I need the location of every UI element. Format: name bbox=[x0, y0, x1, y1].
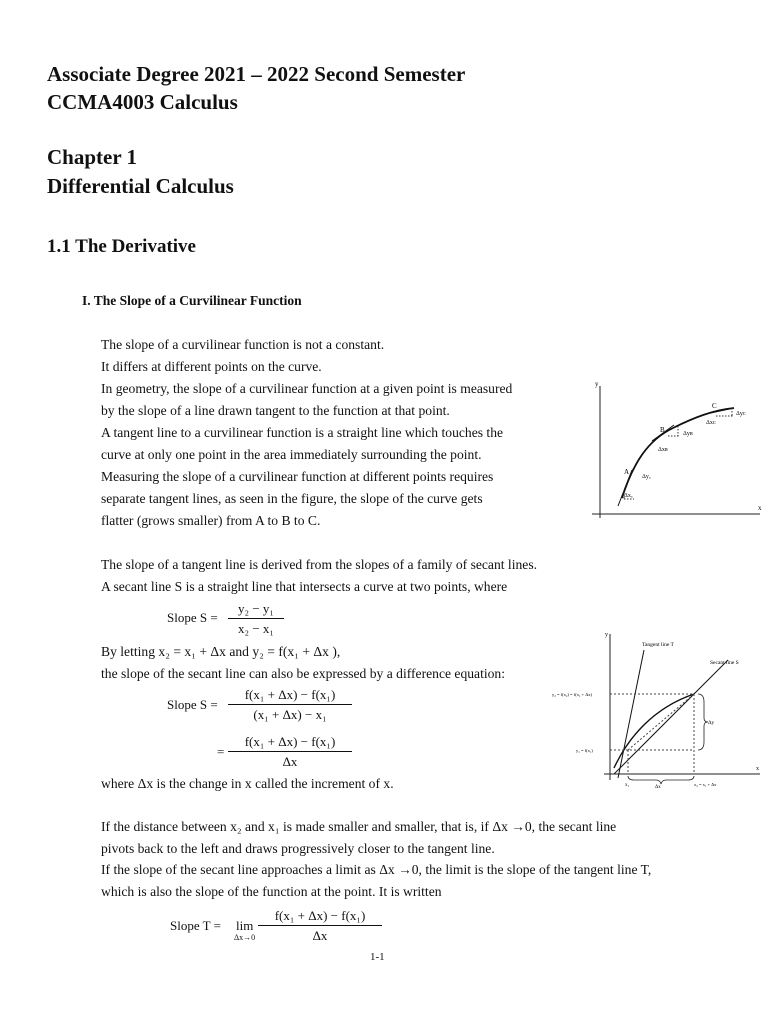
subsection-title: I. The Slope of a Curvilinear Function bbox=[82, 293, 302, 308]
fig1-dy-b: Δyʙ bbox=[683, 431, 693, 437]
difference-line: the slope of the secant line can also be expressed by a difference equation: bbox=[101, 666, 506, 681]
fig1-y-label: y bbox=[595, 380, 599, 388]
eq2-denominator: (x₁ + Δx) − x₁ bbox=[253, 707, 327, 722]
course-header-line1: Associate Degree 2021 – 2022 Second Semester bbox=[47, 62, 466, 86]
para1-line2: It differs at different points on the curve. bbox=[101, 359, 322, 374]
course-header-line2: CCMA4003 Calculus bbox=[47, 90, 238, 114]
fig1-x-label: x bbox=[758, 504, 762, 512]
eq2-numerator: f(x₁ + Δx) − f(x₁) bbox=[244, 687, 336, 702]
fig2-secant-dashed bbox=[628, 694, 694, 750]
eq2-lhs: Slope S = bbox=[167, 697, 218, 712]
where-line: where Δx is the change in x called the increment of x. bbox=[101, 776, 394, 791]
fig2-curve bbox=[614, 694, 694, 768]
eq2-equals: = bbox=[217, 744, 225, 759]
fig1-point-c: C bbox=[712, 402, 717, 410]
fig2-x1-label: x₁ bbox=[625, 783, 630, 788]
eq3-lim: lim bbox=[236, 918, 254, 933]
fig2-x2-label: x₂ = x₁ + Δx bbox=[694, 782, 717, 787]
fig2-y1-label: y₁ = f(x₁) bbox=[576, 748, 593, 753]
eq3-lhs: Slope T = bbox=[170, 918, 221, 933]
eq1-numerator: y₂ − y₁ bbox=[238, 601, 274, 616]
eq2-fraction2 bbox=[228, 734, 352, 770]
para3-line3: If the slope of the secant line approaches a limit as Δx →0, the limit is the slope of the tangent line T, bbox=[101, 862, 652, 877]
eq3-fraction bbox=[258, 908, 382, 944]
fig2-tangent-label: Tangent line T bbox=[642, 642, 674, 648]
fig1-dx-b: Δxʙ bbox=[658, 447, 668, 453]
para3-line1: If the distance between x₂ and x₁ is made smaller and smaller, that is, if Δx →0, the secant line bbox=[101, 819, 617, 834]
para1-line4: by the slope of a line drawn tangent to the function at that point. bbox=[101, 403, 450, 418]
fig2-tangent-line bbox=[618, 650, 644, 778]
fig1-dx-c: Δxᴄ bbox=[706, 420, 716, 426]
fig2-secant-line bbox=[614, 660, 728, 774]
section-title: 1.1 The Derivative bbox=[47, 236, 196, 257]
eq3-denominator: Δx bbox=[312, 928, 328, 943]
secant-tangent-figure bbox=[548, 628, 762, 790]
para1-line3: In geometry, the slope of a curvilinear function at a given point is measured bbox=[101, 381, 513, 396]
para3-line4: which is also the slope of the function at the point. It is written bbox=[101, 884, 442, 899]
page-number: 1-1 bbox=[370, 951, 385, 963]
para1-line5: A tangent line to a curvilinear function is a straight line which touches the bbox=[101, 425, 504, 440]
eq2-fraction bbox=[228, 687, 352, 723]
fig2-y-label: y bbox=[605, 632, 608, 638]
letting-line: By letting x₂ = x₁ + Δx and y₂ = f(x₁ + Δx ), bbox=[101, 644, 341, 659]
fig1-point-a: A bbox=[624, 468, 630, 476]
fig1-curve bbox=[622, 408, 734, 498]
para1-line6: curve at only one point in the area immediately surrounding the point. bbox=[101, 447, 482, 462]
slope-curve-figure bbox=[588, 378, 764, 524]
para3-line2: pivots back to the left and draws progressively closer to the tangent line. bbox=[101, 841, 495, 856]
fig1-dx-a: Δxₐ bbox=[624, 493, 633, 499]
para1-line1: The slope of a curvilinear function is not a constant. bbox=[101, 337, 385, 352]
fig1-tangent-c bbox=[706, 408, 734, 414]
para1-line8: separate tangent lines, as seen in the figure, the slope of the curve gets bbox=[101, 491, 483, 506]
para2-line1: The slope of a tangent line is derived from the slopes of a family of secant lines. bbox=[101, 557, 538, 572]
fig2-y2-label: y₂ = f(x₂) = f(x₁ + Δx) bbox=[552, 692, 592, 697]
eq2-numerator2: f(x₁ + Δx) − f(x₁) bbox=[244, 734, 336, 749]
fig2-secant-label: Secant line S bbox=[710, 660, 739, 666]
fig2-dx-brace bbox=[628, 776, 694, 784]
para2-line2: A secant line S is a straight line that intersects a curve at two points, where bbox=[101, 579, 508, 594]
eq3-numerator: f(x₁ + Δx) − f(x₁) bbox=[274, 908, 366, 923]
eq2-denominator2: Δx bbox=[282, 754, 298, 769]
fig2-x-label: x bbox=[756, 766, 759, 772]
eq3-lim-subscript: Δx→0 bbox=[234, 933, 256, 942]
eq1-denominator: x₂ − x₁ bbox=[238, 621, 274, 636]
para1-line7: Measuring the slope of a curvilinear function at different points requires bbox=[101, 469, 494, 484]
eq1-fraction bbox=[228, 601, 284, 637]
fig2-dx-label: Δx bbox=[655, 785, 661, 790]
eq1-lhs: Slope S = bbox=[167, 610, 218, 625]
para1-line9: flatter (grows smaller) from A to B to C. bbox=[101, 513, 321, 528]
chapter-title: Differential Calculus bbox=[47, 174, 234, 198]
fig2-dy-brace bbox=[698, 694, 708, 750]
fig2-dy-label: Δy bbox=[708, 720, 715, 726]
fig1-point-b: B bbox=[660, 426, 665, 434]
chapter-label: Chapter 1 bbox=[47, 145, 138, 169]
fig1-dy-c: Δyᴄ bbox=[736, 411, 746, 417]
fig1-dy-a: Δyₐ bbox=[642, 474, 651, 480]
